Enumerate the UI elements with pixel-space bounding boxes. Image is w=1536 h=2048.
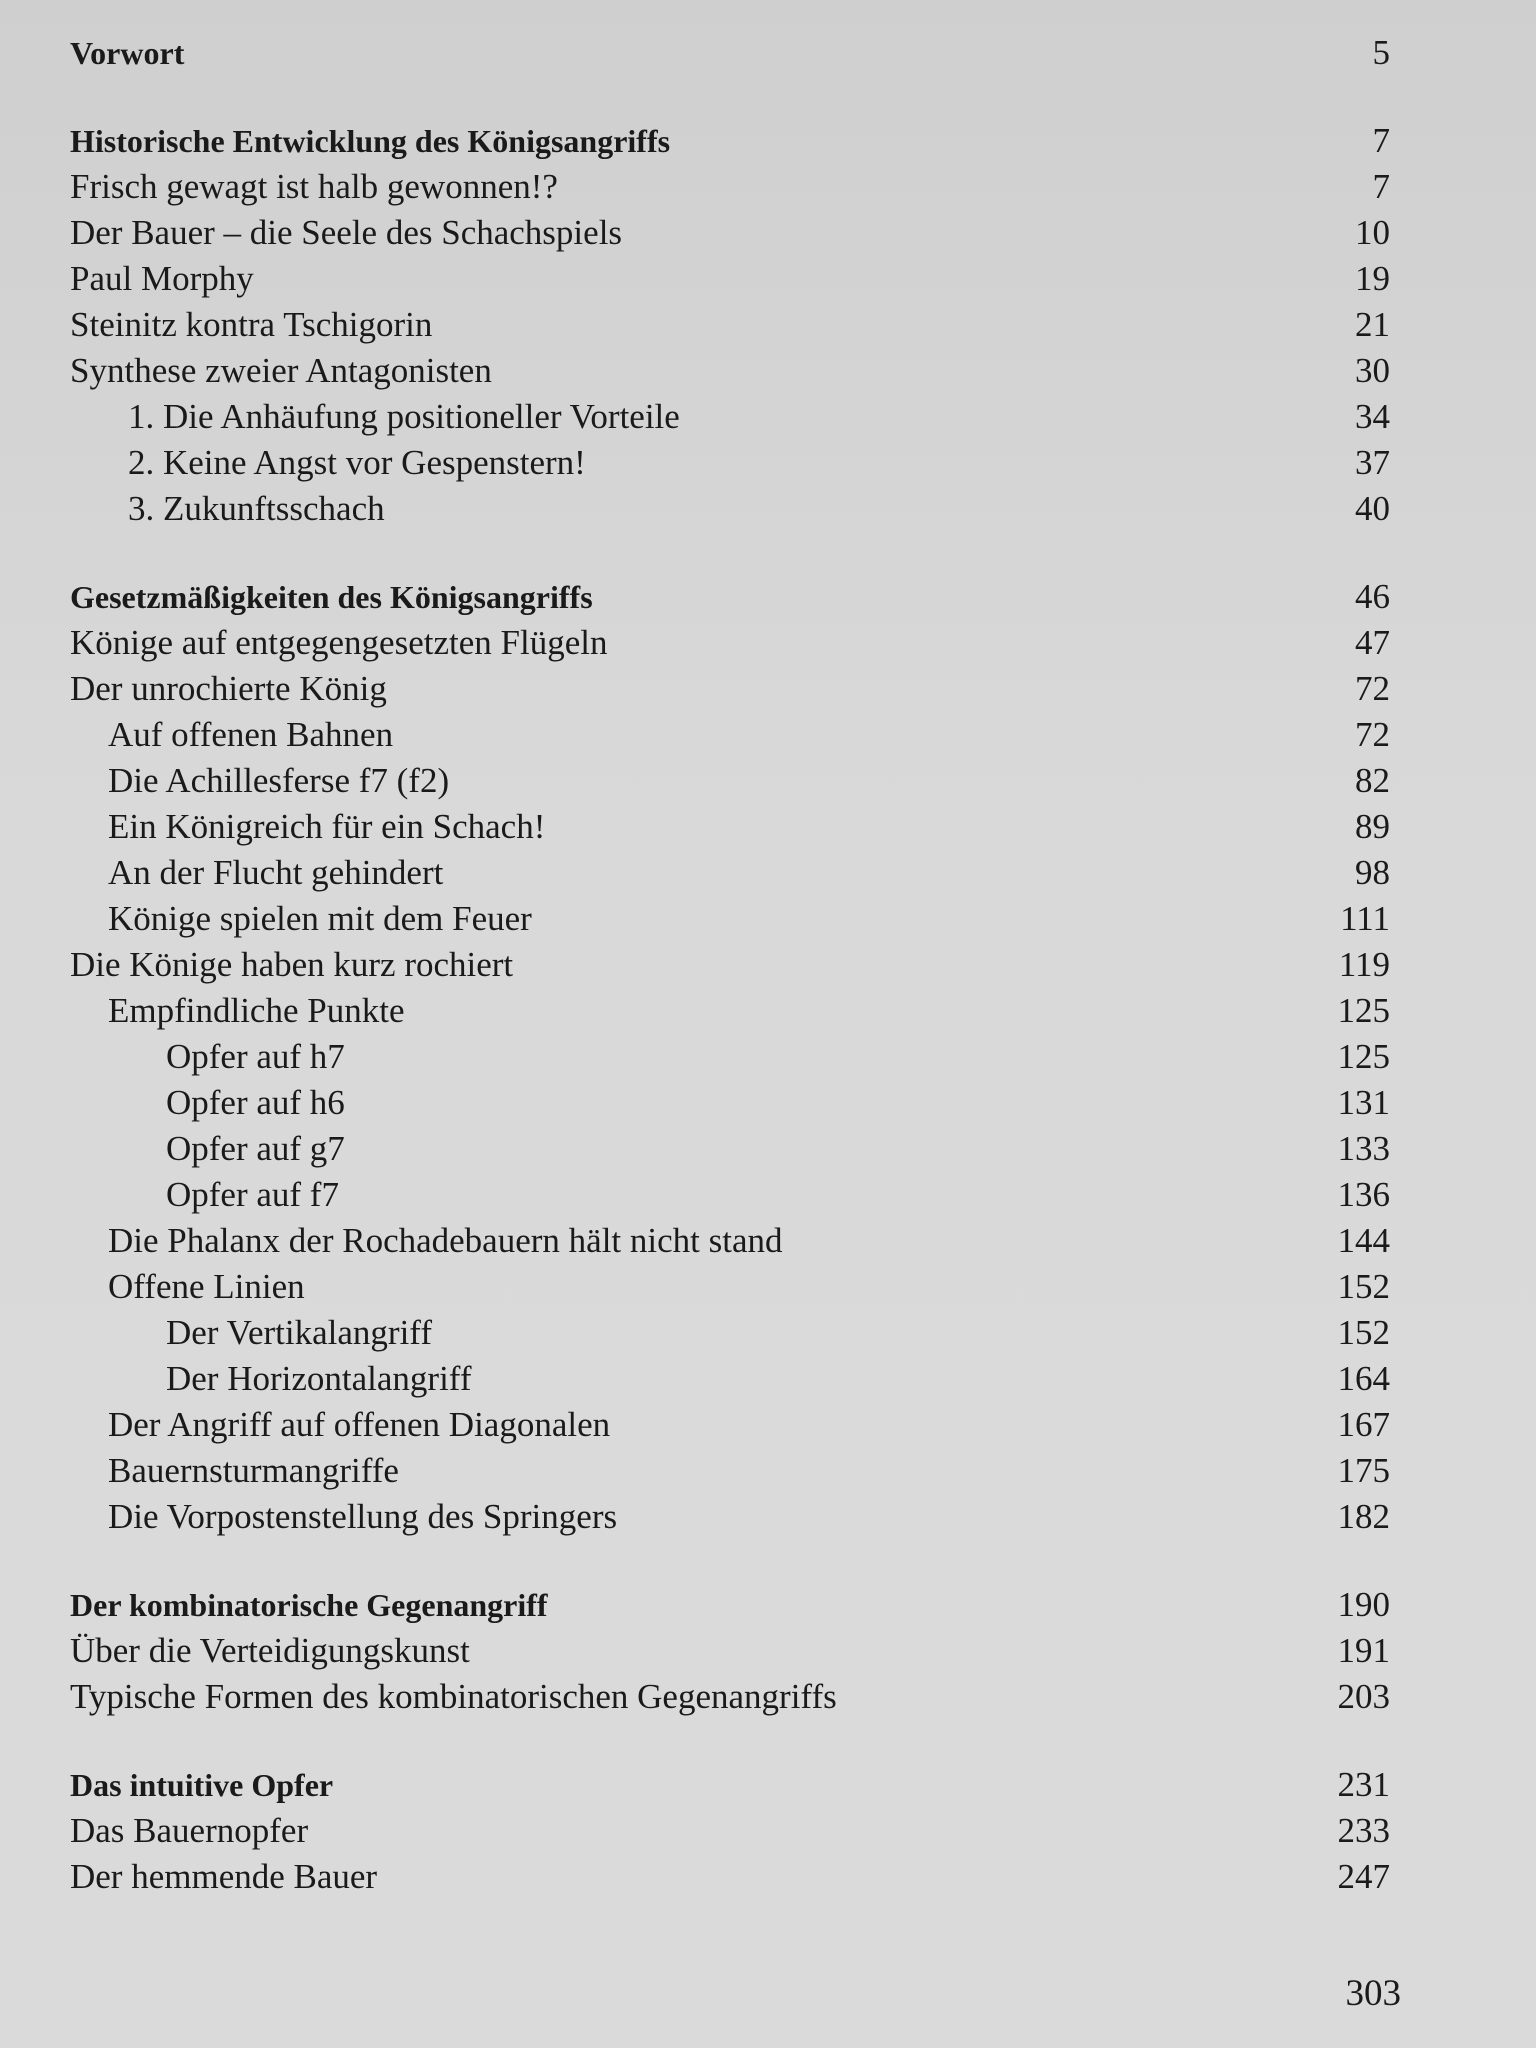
toc-entry-page: 152 bbox=[1337, 1267, 1390, 1306]
toc-entry-title: Typische Formen des kombinatorischen Gegenangriffs bbox=[70, 1677, 837, 1716]
toc-entry-title: Historische Entwicklung des Königsangriffs bbox=[70, 123, 671, 159]
toc-entry-page: 203 bbox=[1337, 1677, 1390, 1716]
toc-entry bbox=[70, 988, 1390, 1034]
toc-entry-page: 40 bbox=[1355, 489, 1390, 528]
toc-entry bbox=[70, 620, 1390, 666]
toc-entry bbox=[70, 1808, 1390, 1854]
toc-entry bbox=[70, 1628, 1390, 1674]
toc-entry-title: Frisch gewagt ist halb gewonnen!? bbox=[70, 167, 558, 206]
toc-entry-page: 133 bbox=[1337, 1129, 1390, 1168]
toc-entry-page: 7 bbox=[1372, 121, 1390, 160]
toc-entry-page: 190 bbox=[1337, 1585, 1390, 1624]
toc-entry-page: 10 bbox=[1355, 213, 1390, 252]
toc-entry-title: Opfer auf h7 bbox=[166, 1037, 345, 1076]
toc-entry-title: Ein Königreich für ein Schach! bbox=[108, 807, 546, 846]
toc-entry bbox=[70, 1854, 1390, 1900]
toc-entry bbox=[70, 394, 1390, 440]
toc-entry-title: Über die Verteidigungskunst bbox=[70, 1631, 470, 1670]
toc-entry bbox=[70, 942, 1390, 988]
toc-entry bbox=[70, 1356, 1390, 1402]
toc-entry bbox=[70, 712, 1390, 758]
toc-entry-page: 34 bbox=[1355, 397, 1390, 436]
toc-entry-page: 125 bbox=[1337, 991, 1390, 1030]
toc-entry bbox=[70, 440, 1390, 486]
toc-entry-title: Paul Morphy bbox=[70, 259, 254, 298]
toc-entry bbox=[70, 850, 1390, 896]
toc-entry-title: Vorwort bbox=[70, 35, 185, 71]
toc-entry-page: 164 bbox=[1337, 1359, 1390, 1398]
toc-entry-page: 144 bbox=[1337, 1221, 1390, 1260]
toc-entry-title: Der kombinatorische Gegenangriff bbox=[70, 1587, 548, 1623]
toc-entry-title: Die Könige haben kurz rochiert bbox=[70, 945, 514, 984]
toc-entry-page: 233 bbox=[1337, 1811, 1390, 1850]
toc-entry-title: Offene Linien bbox=[108, 1267, 305, 1306]
toc-entry bbox=[70, 758, 1390, 804]
toc-entry-page: 98 bbox=[1355, 853, 1390, 892]
toc-entry bbox=[70, 1402, 1390, 1448]
toc-entry-page: 82 bbox=[1355, 761, 1390, 800]
toc-entry bbox=[70, 666, 1390, 712]
toc-entry-page: 119 bbox=[1338, 945, 1390, 984]
toc-entry bbox=[70, 256, 1390, 302]
toc-entry-title: 3. Zukunftsschach bbox=[128, 489, 385, 528]
toc-entry-title: Das Bauernopfer bbox=[70, 1811, 309, 1850]
toc-entry-title: An der Flucht gehindert bbox=[108, 853, 444, 892]
toc-entry-page: 37 bbox=[1355, 443, 1390, 482]
toc-entry-page: 7 bbox=[1372, 167, 1390, 206]
toc-entry bbox=[70, 896, 1390, 942]
toc-entry bbox=[70, 1448, 1390, 1494]
toc-entry bbox=[70, 1172, 1390, 1218]
toc-entry-page: 111 bbox=[1340, 899, 1390, 938]
toc-entry bbox=[70, 302, 1390, 348]
toc-entry bbox=[70, 1218, 1390, 1264]
toc-entry-title: Opfer auf h6 bbox=[166, 1083, 345, 1122]
toc-entry-title: Der Bauer – die Seele des Schachspiels bbox=[70, 213, 623, 252]
toc-entry-title: Synthese zweier Antagonisten bbox=[70, 351, 492, 390]
toc-entry-title: Der Vertikalangriff bbox=[166, 1313, 432, 1352]
toc-entry-title: Der Angriff auf offenen Diagonalen bbox=[108, 1405, 611, 1444]
toc-entry-title: Der hemmende Bauer bbox=[70, 1857, 378, 1896]
toc-section-heading bbox=[70, 574, 1390, 620]
toc-entry-title: Könige spielen mit dem Feuer bbox=[108, 899, 532, 938]
toc-entry-page: 231 bbox=[1337, 1765, 1390, 1804]
toc-section-heading bbox=[70, 1762, 1390, 1808]
toc-entry bbox=[70, 1264, 1390, 1310]
toc-entry-title: Opfer auf g7 bbox=[166, 1129, 345, 1168]
table-of-contents bbox=[70, 30, 1390, 1900]
toc-entry-page: 152 bbox=[1337, 1313, 1390, 1352]
toc-entry bbox=[70, 1034, 1390, 1080]
toc-entry-page: 5 bbox=[1372, 33, 1390, 72]
toc-section-heading bbox=[70, 30, 1390, 76]
toc-entry-page: 247 bbox=[1337, 1857, 1390, 1896]
section-gap bbox=[70, 532, 1390, 574]
toc-entry bbox=[70, 1674, 1390, 1720]
toc-entry bbox=[70, 486, 1390, 532]
toc-entry bbox=[70, 1494, 1390, 1540]
toc-entry-page: 125 bbox=[1337, 1037, 1390, 1076]
toc-entry-page: 19 bbox=[1355, 259, 1390, 298]
toc-section-heading bbox=[70, 118, 1390, 164]
toc-entry bbox=[70, 164, 1390, 210]
toc-entry-page: 167 bbox=[1337, 1405, 1390, 1444]
toc-entry bbox=[70, 804, 1390, 850]
toc-entry-title: Die Vorpostenstellung des Springers bbox=[108, 1497, 618, 1536]
toc-entry-title: Bauernsturmangriffe bbox=[108, 1451, 399, 1490]
section-gap bbox=[70, 1540, 1390, 1582]
toc-entry-page: 46 bbox=[1355, 577, 1390, 616]
toc-entry bbox=[70, 1310, 1390, 1356]
toc-entry bbox=[70, 1126, 1390, 1172]
toc-entry-page: 191 bbox=[1337, 1631, 1390, 1670]
page-number: 303 bbox=[1345, 1973, 1401, 2014]
toc-entry-title: Der unrochierte König bbox=[70, 669, 387, 708]
toc-entry bbox=[70, 1080, 1390, 1126]
toc-entry bbox=[70, 348, 1390, 394]
toc-entry-title: Empfindliche Punkte bbox=[108, 991, 405, 1030]
toc-entry-page: 136 bbox=[1337, 1175, 1390, 1214]
toc-entry bbox=[70, 210, 1390, 256]
toc-entry-title: Die Achillesferse f7 (f2) bbox=[108, 761, 450, 800]
toc-entry-title: Das intuitive Opfer bbox=[70, 1767, 334, 1803]
toc-entry-page: 30 bbox=[1355, 351, 1390, 390]
toc-entry-page: 72 bbox=[1355, 715, 1390, 754]
toc-section-heading bbox=[70, 1582, 1390, 1628]
toc-entry-page: 72 bbox=[1355, 669, 1390, 708]
toc-entry-title: Auf offenen Bahnen bbox=[108, 715, 394, 754]
toc-entry-title: 2. Keine Angst vor Gespenstern! bbox=[128, 443, 586, 482]
toc-entry-title: 1. Die Anhäufung positioneller Vorteile bbox=[128, 397, 680, 436]
section-gap bbox=[70, 76, 1390, 118]
toc-entry-page: 21 bbox=[1355, 305, 1390, 344]
toc-entry-title: Opfer auf f7 bbox=[166, 1175, 339, 1214]
toc-entry-title: Könige auf entgegengesetzten Flügeln bbox=[70, 623, 608, 662]
toc-entry-title: Steinitz kontra Tschigorin bbox=[70, 305, 433, 344]
toc-entry-page: 131 bbox=[1337, 1083, 1390, 1122]
toc-entry-title: Die Phalanx der Rochadebauern hält nicht stand bbox=[108, 1221, 783, 1260]
toc-entry-title: Der Horizontalangriff bbox=[166, 1359, 472, 1398]
toc-entry-page: 47 bbox=[1355, 623, 1390, 662]
section-gap bbox=[70, 1720, 1390, 1762]
toc-entry-page: 89 bbox=[1355, 807, 1390, 846]
toc-entry-page: 175 bbox=[1337, 1451, 1390, 1490]
toc-entry-title: Gesetzmäßigkeiten des Königsangriffs bbox=[70, 579, 593, 615]
toc-entry-page: 182 bbox=[1337, 1497, 1390, 1536]
